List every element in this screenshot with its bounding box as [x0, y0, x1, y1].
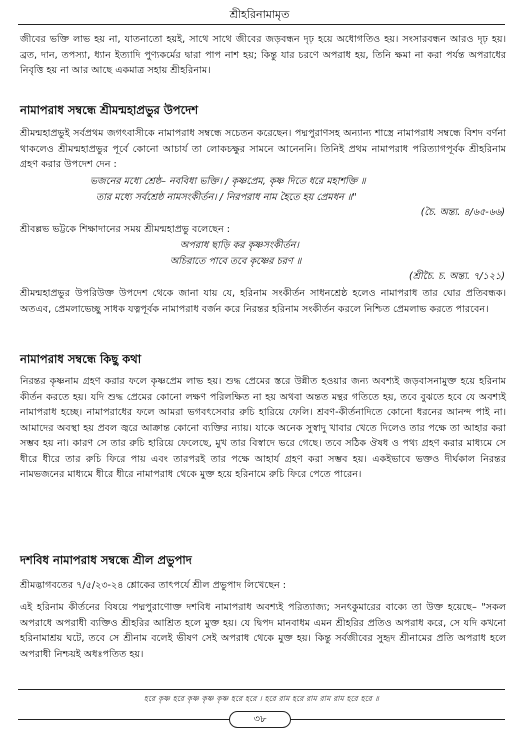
running-header: শ্রীহরিনামামৃত: [229, 8, 290, 21]
section1-paragraph2: [20, 286, 506, 317]
footer-rule-top: [18, 689, 505, 690]
verse-reference: (চৈ. অন্ত্য. ৪/৬৫-৬৬): [420, 207, 505, 218]
footer-mantra: হরে কৃষ্ণ হরে কৃষ্ণ কৃষ্ণ কৃষ্ণ হরে হরে । হরে রাম হরে রাম রাম রাম হরে হরে ॥: [143, 694, 380, 703]
section-heading-mahaprabhu: নামাপরাধ সম্বন্ধে শ্রীমন্মহাপ্রভুর উপদেশ: [20, 103, 199, 117]
verse-line: ভজনের মধ্যে শ্রেষ্ঠ– নববিধা ভক্তি। / কৃষ্ণপ্রেম, কৃষ্ণ দিতে ধরে মহাশক্তি ॥: [90, 176, 366, 187]
verse-line: তার মধ্যে সর্বশ্রেষ্ঠ নামসংকীর্তন। / নিরপরাধ নাম হৈতে হয় প্রেমধন ॥": [96, 192, 357, 203]
intro-text: জীবের ভক্তি লাভ হয় না, যাতনাতো হয়ই, সাথে সাথে জীবের জড়বন্ধন দৃঢ় হয়ে অধোগতিও হয়। সংসারবন্ধন আরও দৃঢ় হয়। ব্রত, দান, তপস্যা, ধ্যান ইত্যাদি পুণ্যকর্মের দ্বারা পাপ নাশ হয়; কিন্তু যার চরণে অপরাধ হয়, তিনি ক্ষমা না করা পর্যন্ত অপরাধের নিবৃত্তি হয় না আর আছে একমাত্র সহায় শ্রীহরিনাম।: [20, 34, 506, 76]
page-number: ৩৮: [229, 711, 291, 728]
section3-intro-text: শ্রীমদ্ভাগবতের ৭/৫/২৩-২৪ শ্লোকের তাৎপর্যে শ্রীল প্রভুপাদ লিখেছেন :: [20, 580, 287, 591]
section-heading-namaparadha: নামাপরাধ সম্বন্ধে কিছু কথা: [20, 352, 142, 366]
verse-reference: (শ্রীচৈ. চ. অন্ত্য. ৭/১২১): [408, 271, 505, 282]
section1-intro2: [20, 222, 506, 238]
verse-line: অচিরাতে পাবে তবে কৃষ্ণের চরণ ॥: [170, 256, 302, 267]
section3-intro: [20, 578, 506, 594]
section1-paragraph2-text: শ্রীমন্মহাপ্রভুর উপরিউক্ত উপদেশ থেকে জানা যায় যে, হরিনাম সংকীর্তন সাধনশ্রেষ্ঠ হলেও নামাপরাধ তার ঘোর প্রতিবন্ধক। অতএব, প্রেমলাভেচ্ছু সাধক যত্নপূর্বক নামাপরাধ বর্জন করে নিরন্তর হরিনাম সংকীর্তন করলে নিশ্চিত প্রেমলাভ করতে পারবেন।: [20, 288, 506, 315]
header-rule: [18, 24, 505, 25]
section1-paragraph: [20, 126, 506, 173]
intro-paragraph: [20, 32, 506, 79]
section-heading-prabhupada: দশবিধ নামাপরাধ সম্বন্ধে শ্রীল প্রভুপাদ: [20, 553, 192, 567]
section1-intro2-text: শ্রীবল্লভ ভট্টকে শিক্ষাদানের সময় শ্রীমন্মহাপ্রভু বলেছেন :: [20, 224, 231, 235]
section2-paragraph: [20, 374, 506, 483]
section3-paragraph: [20, 600, 506, 662]
section2-text: নিরন্তর কৃষ্ণনাম গ্রহণ করার ফলে কৃষ্ণপ্রেম লাভ হয়। শুদ্ধ প্রেমের স্তরে উন্নীত হওয়ার জন্য অবশ্যই জড়বাসনামুক্ত হয়ে হরিনাম কীর্তন করতে হয়। যদি শুদ্ধ প্রেমের কোনো লক্ষণ পরিলক্ষিত না হয় অথবা অন্তত মন্থর গতিতে হয়, তবে বুঝতে হবে যে অবশ্যই নামাপরাধ হচ্ছে। নামাপরাধের ফলে আমরা ভগবৎসেবার রুচি হারিয়ে ফেলি। শ্রবণ-কীর্তনাদিতে কোনো ধরনের আনন্দ পাই না। আমাদের অবস্থা হয় প্রবল জ্বরে আক্রান্ত কোনো ব্যক্তির ন্যায়। যাকে অনেক সুস্বাদু খাবার খেতে দিলেও তার পক্ষে তা আহার করা সম্ভব হয় না। কারণ সে তার রুচি হারিয়ে ফেলেছে, মুখ তার বিস্বাদে ভরে গেছে। তবে সঠিক ঔষধ ও পথ্য গ্রহণ করার মাধ্যমে সে ধীরে ধীরে তার রুচি ফিরে পায় এবং তারপরই তার পক্ষে আহার্য গ্রহণ করা সম্ভব হয়। একইভাবে ভক্তও দীর্ঘকাল নিরন্তর নামভজনের মাধ্যমে ধীরে ধীরে নামাপরাধ থেকে মুক্ত হয়ে হরিনামে রুচি ফিরে পেতে পারেন।: [20, 376, 506, 480]
verse-line: অপরাধ ছাড়ি কর কৃষ্ণসংকীর্তন।: [180, 240, 299, 251]
section1-text: শ্রীমন্মহাপ্রভুই সর্বপ্রথম জগৎবাসীকে নামাপরাধ সম্বন্ধে সচেতন করেছেন। পদ্মপুরাণসহ অন্যান্য শাস্ত্রে নামাপরাধ সম্বন্ধে বিশদ বর্ণনা থাকলেও শ্রীমন্মহাপ্রভুর পূর্বে কোনো আচার্য তা লোকচক্ষুর সামনে আনেননি। তিনিই প্রথম নামাপরাধ পরিত্যাগপূর্বক শ্রীহরিনাম গ্রহণ করার উপদেশ দেন :: [20, 128, 506, 170]
section3-text: এই হরিনাম কীর্তনের বিষয়ে পদ্মপুরাণোক্ত দশবিধ নামাপরাধ অবশ্যই পরিত্যাজ্য; সনৎকুমারের বাক্যে তা উক্ত হয়েছে– "সকল অপরাধে অপরাধী ব্যক্তিও শ্রীহরির আশ্রিত হলে মুক্ত হয়। যে দ্বিপদ মানবাধম এমন শ্রীহরির প্রতিও অপরাধ করে, সে যদি কখনো হরিনামাশ্রয় ঘটে, তবে সে শ্রীনাম বলেই ভীষণ সেই অপরাধ থেকে মুক্ত হয়। কিন্তু সর্বজীবের সুহৃদ শ্রীনামের প্রতি অপরাধ হলে অপরাধী নিশ্চয়ই অধঃপতিত হয়।: [20, 602, 506, 660]
